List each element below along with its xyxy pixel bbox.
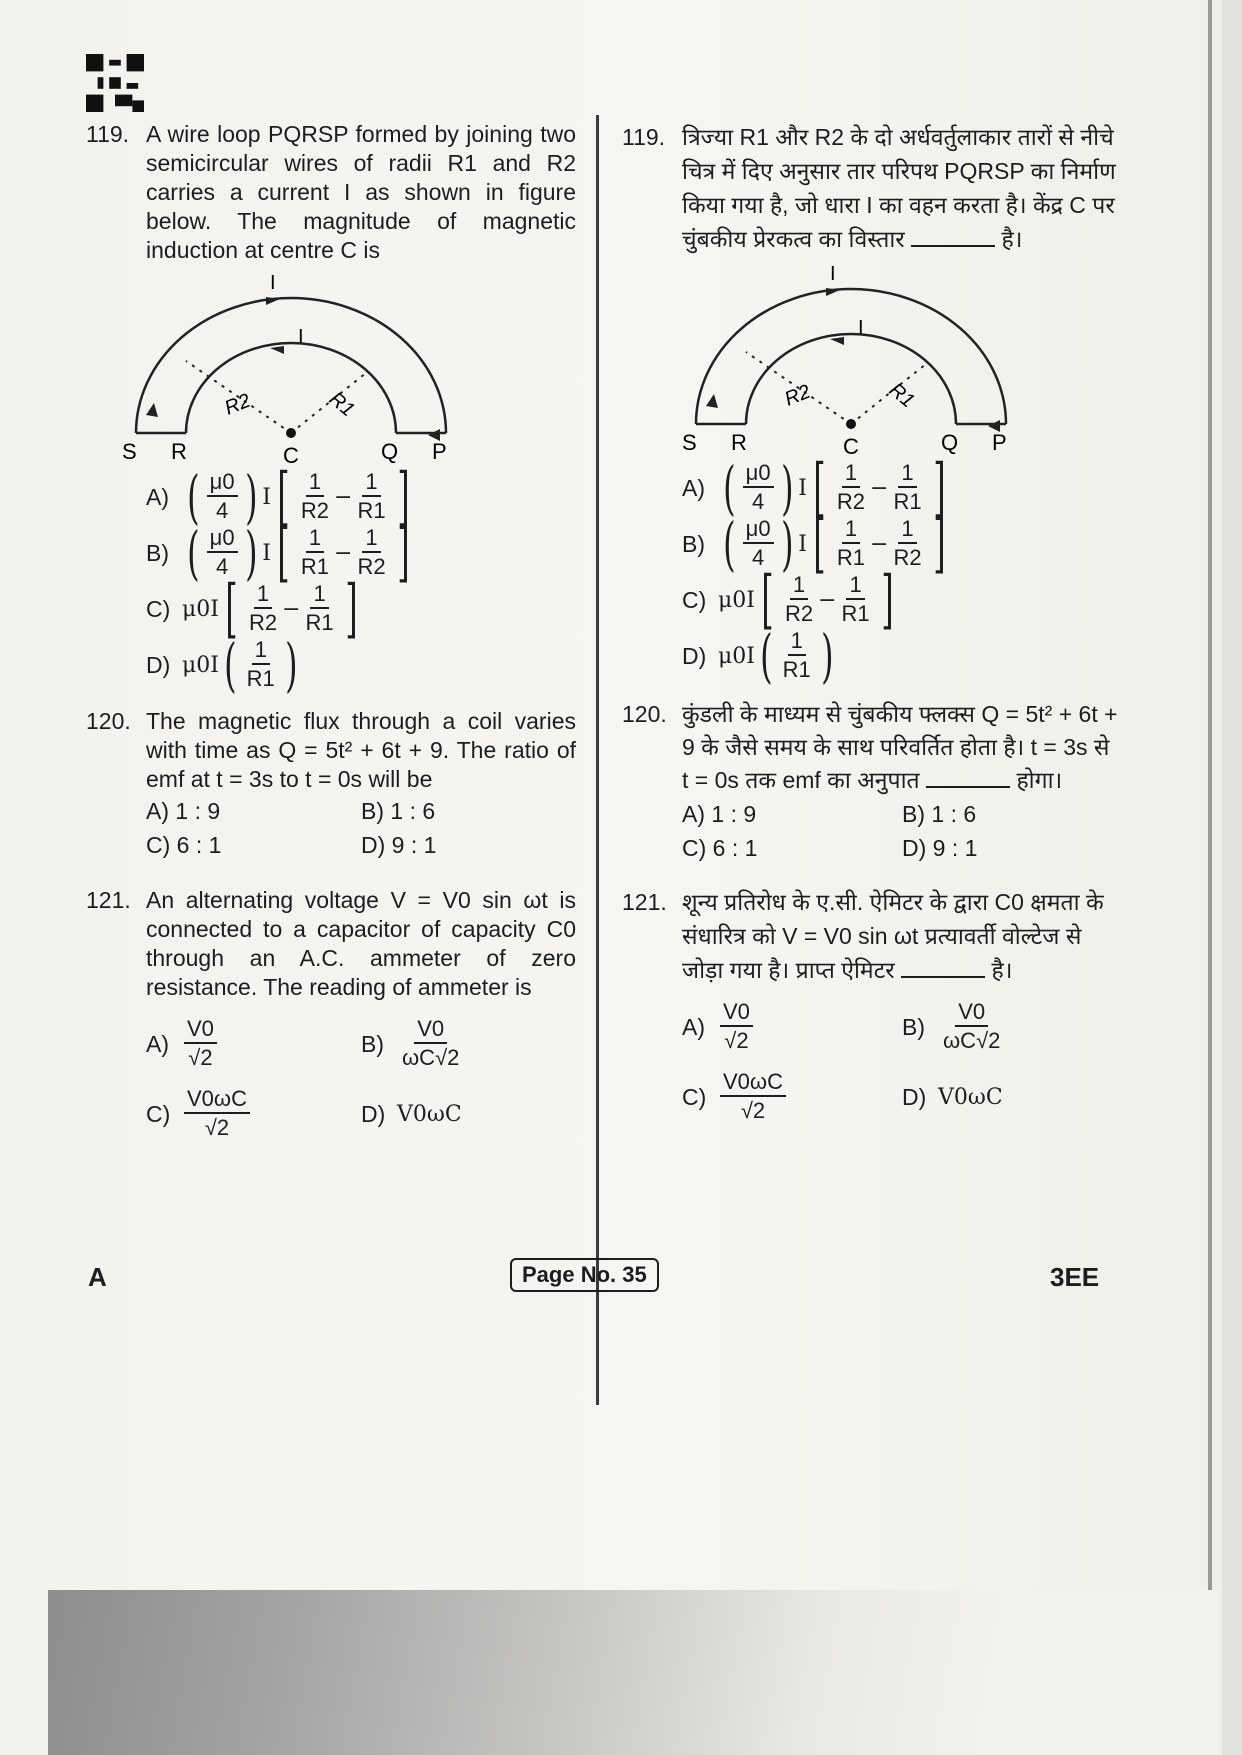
options-119-en	[146, 460, 576, 699]
figure-label-P: P	[992, 430, 1007, 454]
figure-label-P: P	[432, 439, 447, 463]
scan-shadow	[48, 1590, 1218, 1755]
question-number: 121.	[622, 889, 667, 915]
answer-blank	[901, 956, 985, 978]
question-text: An alternating voltage V = V0 sin ωt is connected to a capacitor of capacity C0 through an A.C. ammeter of zero resistance. The reading of ammeter is	[146, 887, 576, 1000]
figure-label-S: S	[122, 439, 137, 463]
option-d[interactable]: D) μ0I ( $\frac{1}{R1}$ )	[146, 631, 298, 699]
wire-loop-figure-hi	[676, 264, 1156, 454]
figure-label-R2: R2	[781, 380, 814, 411]
option-c[interactable]: C) 6 : 1	[146, 832, 222, 858]
question-text: शून्य प्रतिरोध के ए.सी. ऐमिटर के द्वारा C0 क्षमता के संधारित्र को V = V0 sin ωt प्रत्यावर्ती वोल्टेज से जोड़ा गया है। प्राप्त ऐमिटर	[682, 889, 1104, 983]
figure-label-S: S	[682, 430, 697, 454]
wire-loop-figure	[116, 273, 596, 463]
question-text: A wire loop PQRSP formed by joining two semicircular wires of radii R1 and R2 carries a current I as shown in figure below. The magnitude of magnetic induction at centre C is	[146, 121, 576, 263]
option-b[interactable]: B) 1 : 6	[361, 798, 436, 824]
option-b[interactable]: B) $\frac{V0}{\omega C√2}$	[361, 1016, 460, 1070]
figure-label-Q: Q	[941, 430, 959, 454]
option-d[interactable]: D) 9 : 1	[361, 832, 437, 858]
question-number: 119.	[622, 124, 666, 150]
option-d[interactable]: D) μ0I ( $\frac{1}{R1}$ )	[682, 622, 834, 690]
options-121-hi	[682, 999, 1122, 1125]
option-a[interactable]: A) $\frac{V0}{√2}$	[146, 1016, 361, 1072]
figure-label-C: C	[283, 443, 299, 463]
options-120-hi	[682, 797, 1122, 865]
question-text: त्रिज्या R1 और R2 के दो अर्धवर्तुलाकार तारों से नीचे चित्र में दिए अनुसार तार परिपथ PQRSP का निर्माण किया गया है, जो धारा I का वहन करता है। केंद्र C पर चुंबकीय प्रेरकत्व का विस्तार	[682, 124, 1116, 252]
page-number: Page No. 35	[510, 1258, 659, 1292]
set-label: A	[88, 1262, 107, 1292]
option-c[interactable]: C) 6 : 1	[682, 835, 758, 861]
option-a[interactable]: A) $\frac{V0}{√2}$	[682, 999, 902, 1055]
option-d[interactable]: D) 9 : 1	[902, 835, 978, 861]
option-b[interactable]: B) ( $\frac{\mu 0}{4}$ ) I [ $\frac{1}{R1}$ − $\frac{1}{R2}$ ]	[146, 516, 410, 590]
figure-label-R1: R1	[324, 387, 359, 422]
paper-code: 3EE	[1050, 1262, 1100, 1292]
english-column	[86, 120, 576, 1142]
option-a[interactable]: A) ( $\frac{\mu 0}{4}$ ) I [ $\frac{1}{R2}$ − $\frac{1}{R1}$ ]	[682, 451, 946, 525]
option-c[interactable]: C) μ0I [ $\frac{1}{R2}$ − $\frac{1}{R1}$ ]	[682, 563, 894, 637]
question-number: 121.	[86, 887, 131, 913]
qr-code-icon	[86, 52, 144, 114]
question-120-en	[86, 707, 576, 794]
hindi-column	[622, 120, 1122, 1125]
page-edge-line	[1208, 0, 1212, 1755]
figure-label-current-outer: I	[830, 264, 836, 285]
option-d[interactable]: D) V0ωC	[361, 1100, 462, 1127]
figure-label-current-outer: I	[270, 273, 276, 294]
option-d[interactable]: D) V0ωC	[902, 1083, 1003, 1110]
question-text: The magnetic flux through a coil varies with time as Q = 5t² + 6t + 9. The ratio of emf at t = 3s to t = 0s will be	[146, 708, 576, 792]
question-119-hi: 119. त्रिज्या R1 और R2 के दो अर्धवर्तुलाकार तारों से नीचे चित्र में दिए अनुसार तार परिपथ PQRSP का निर्माण किया गया है, जो धारा I का वहन करता है। केंद्र C पर चुंबकीय प्रेरकत्व का विस्तार है।	[622, 120, 1122, 256]
options-121-en	[146, 1016, 576, 1142]
page-edge	[1222, 0, 1242, 1755]
figure-label-R: R	[731, 430, 747, 454]
figure-label-C: C	[843, 434, 859, 454]
option-a[interactable]: A) 1 : 9	[146, 798, 221, 824]
answer-blank	[911, 225, 995, 247]
question-121-hi: 121. शून्य प्रतिरोध के ए.सी. ऐमिटर के द्वारा C0 क्षमता के संधारित्र को V = V0 sin ωt प्रत्यावर्ती वोल्टेज से जोड़ा गया है। प्राप्त ऐमिटर है।	[622, 885, 1122, 987]
question-121-en	[86, 886, 576, 1002]
option-c[interactable]: C) μ0I [ $\frac{1}{R2}$ − $\frac{1}{R1}$ ]	[146, 572, 358, 646]
figure-label-R: R	[171, 439, 187, 463]
figure-label-Q: Q	[381, 439, 399, 463]
figure-label-R1: R1	[884, 378, 919, 413]
figure-label-current-inner: I	[858, 317, 864, 339]
question-120-hi: 120. कुंडली के माध्यम से चुंबकीय फ्लक्स Q = 5t² + 6t + 9 के जैसे समय के साथ परिवर्तित होता है। t = 3s से t = 0s तक emf का अनुपात होगा।	[622, 698, 1122, 797]
option-c[interactable]: C) $\frac{V0\omega C}{√2}$	[682, 1069, 902, 1125]
options-120-en	[146, 794, 576, 862]
column-divider	[596, 115, 599, 1405]
option-b[interactable]: B) 1 : 6	[902, 801, 977, 827]
option-b[interactable]: B) $\frac{V0}{\omega C√2}$	[902, 999, 1001, 1053]
options-119-hi	[682, 451, 1122, 690]
question-number: 120.	[86, 708, 131, 734]
option-b[interactable]: B) ( $\frac{\mu 0}{4}$ ) I [ $\frac{1}{R1}$ − $\frac{1}{R2}$ ]	[682, 507, 946, 581]
question-number: 119.	[86, 121, 130, 147]
figure-label-current-inner: I	[298, 326, 304, 348]
option-c[interactable]: C) $\frac{V0\omega C}{√2}$	[146, 1086, 361, 1142]
option-a[interactable]: A) ( $\frac{\mu 0}{4}$ ) I [ $\frac{1}{R2}$ − $\frac{1}{R1}$ ]	[146, 460, 410, 534]
question-text: कुंडली के माध्यम से चुंबकीय फ्लक्स Q = 5t² + 6t + 9 के जैसे समय के साथ परिवर्तित होता है। t = 3s से t = 0s तक emf का अनुपात	[682, 701, 1118, 793]
answer-blank	[926, 766, 1010, 788]
question-number: 120.	[622, 701, 667, 727]
figure-label-R2: R2	[221, 389, 254, 420]
question-119-en	[86, 120, 576, 265]
option-a[interactable]: A) 1 : 9	[682, 801, 757, 827]
